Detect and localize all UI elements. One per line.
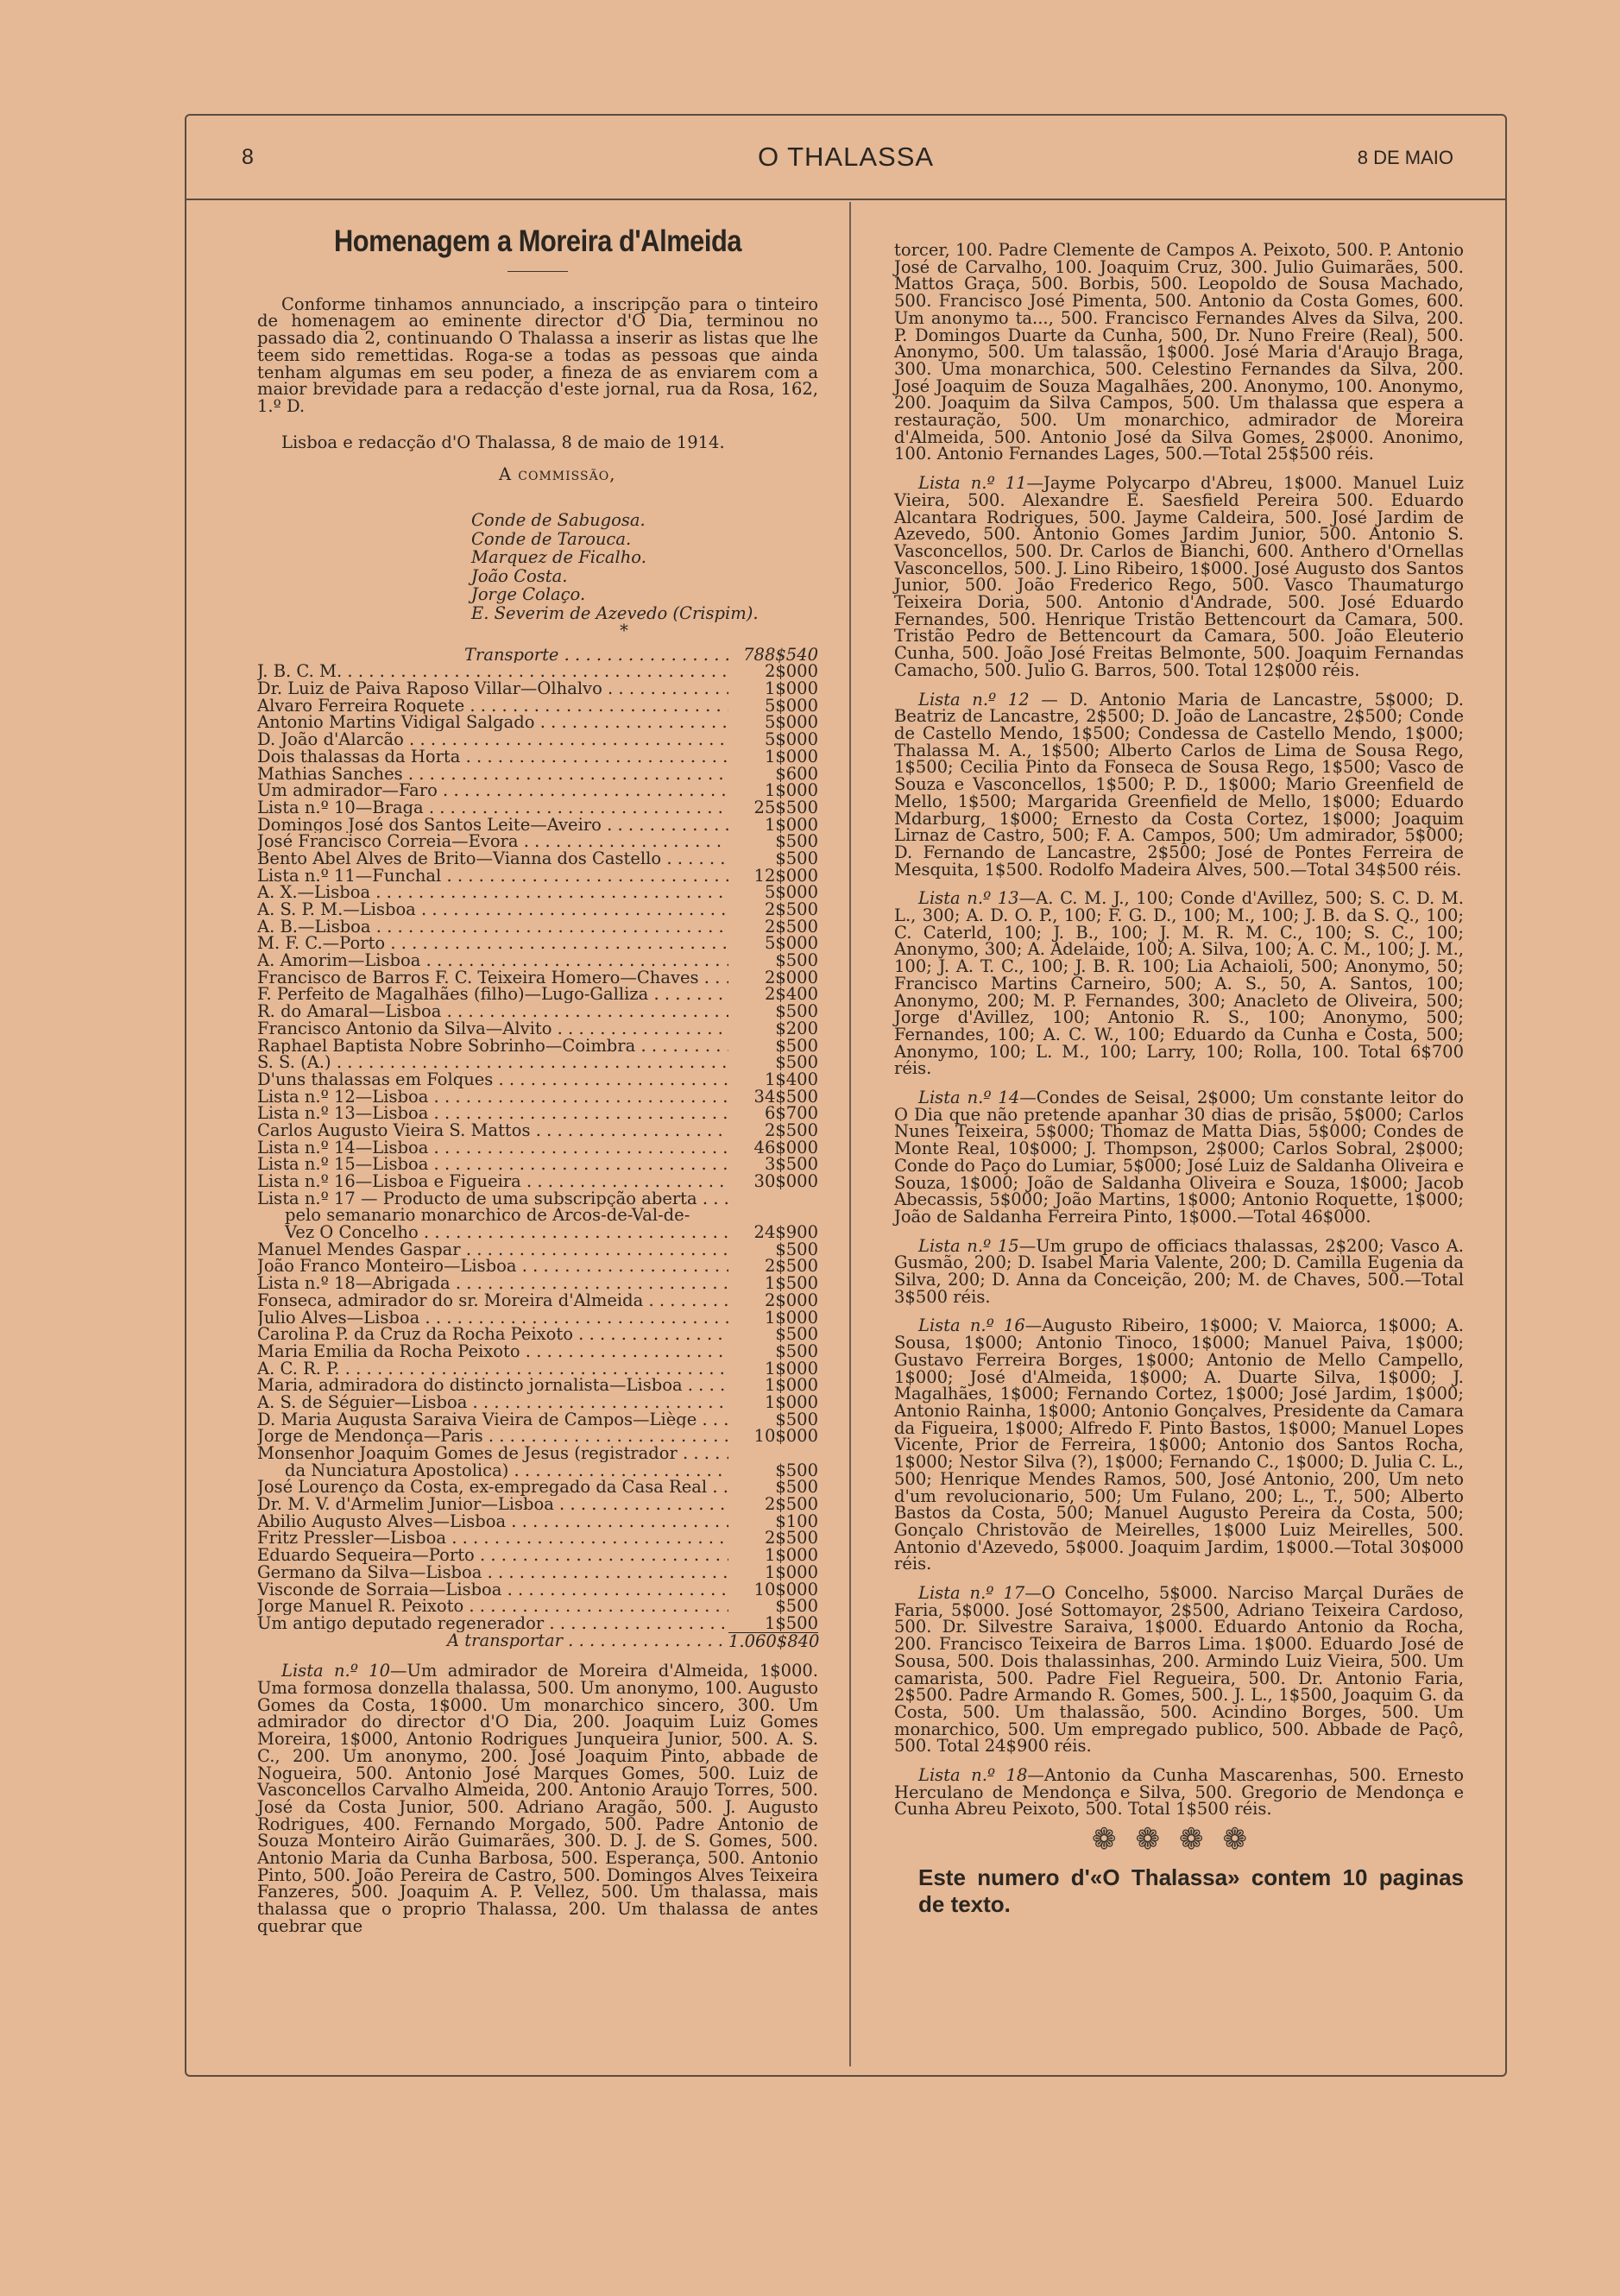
ledger-value: 2$000 — [764, 1290, 818, 1310]
ledger-row — [257, 918, 818, 936]
ledger-name: S. S. (A.) . . . — [257, 1054, 728, 1071]
ledger-name: D. Maria Augusta Saraiva Vieira de Campos—Liège . . . — [257, 1411, 728, 1429]
ledger-value: 2$500 — [764, 1494, 818, 1515]
ledger-value: $500 — [775, 1239, 818, 1259]
ledger-value: $500 — [775, 1460, 818, 1480]
ledger-name-cont: da Nunciatura Apostolica) . . . — [257, 1462, 728, 1479]
ledger-value: $600 — [775, 763, 818, 784]
ledger-value: 1$000 — [764, 1358, 818, 1378]
ledger-name: Raphael Baptista Nobre Sobrinho—Coimbra . . . — [257, 1038, 728, 1055]
lista-label: Lista n.º 15 — [918, 1235, 1019, 1256]
ledger-name: Transporte . . . — [257, 647, 728, 664]
ledger-value: 1$000 — [764, 814, 818, 835]
ledger-name: A. C. R. P. . . . — [257, 1360, 728, 1378]
lista-text: —A. C. M. J., 100; Conde d'Avillez, 500; S. C. D. M. L., 300; A. D. O. P., 100; F. G. D., 100; M., 100; J. B. da S. Q., 100; C. Caterld, 100; J. B., 100; J. M. R. M. C., 100; S. C., 100; Anonymo, 300; A. Adelaide, 100; A. Silva, 100; A. C. M., 100; J. M., 100; J. A. T. C., 100; J. B. R. 100; Lia Achaioli, 500; Anonymo, 50; Francisco Martins Carneiro, 500; A. S., 50, A. Santos, 100; Anonymo, 200; M. P. Fernandes, 300; Anacleto de Oliveira, 500; Jorge d'Avillez, 100; Antonio R. S., 100; Anonymo, 500; Fernandes, 100; A. C. W., 100; Eduardo da Cunha e Costa, 500; Anonymo, 100; L. M., 100; Larry, 100; Rolla, 100. Total 6$700 réis. — [894, 888, 1464, 1079]
continuation-paragraph: torcer, 100. Padre Clemente de Campos A. Peixoto, 500. P. Antonio José de Carvalho, 100. Joaquim Cruz, 300. Julio Guimarães, 500. Mattos Graça, 500. Borbis, 500. Leopoldo de Sousa Machado, 500. Francisco José Pimenta, 500. Antonio da Costa Gomes, 600. Um anonymo ta..., 500. Francisco Fernandes Alves da Silva, 200. P. Domingos Duarte da Cunha, 500, Dr. Nuno Freire (Real), 500. Anonymo, 500. Um talassão, 1$000. José Maria d'Araujo Braga, 300. Uma monarchica, 500. Celestino Fernandes da Silva, 200. José Joaquim de Souza Magalhães, 200. Anonymo, 100. Anonymo, 200. Joaquim da Silva Campos, 500. Um thalassa que espera a restauração, 500. Um monarchico, admirador de Moreira d'Almeida, 500. Antonio José da Silva Gomes, 2$000. Anonimo, 100. Antonio Fernandes Lages, 500.—Total 25$500 réis. — [894, 240, 1464, 464]
ledger-row — [257, 1173, 818, 1190]
ledger-name: Dois thalassas da Horta . . . — [257, 748, 728, 766]
article-title: Homenagem a Moreira d'Almeida — [333, 224, 742, 258]
lista-label: Lista n.º 13 — [918, 888, 1019, 909]
lista-paragraph — [257, 1662, 818, 1934]
right-column — [894, 242, 1464, 1918]
masthead-title: O THALASSA — [757, 142, 935, 172]
ledger-row — [257, 935, 818, 952]
ledger-row — [257, 884, 818, 901]
ledger-row — [257, 850, 818, 867]
ledger-value: 46$000 — [753, 1137, 818, 1157]
lista-paragraph — [894, 1767, 1464, 1818]
ledger-name: Francisco de Barros F. C. Teixeira Homero—Chaves . . . — [257, 969, 728, 987]
page-header — [186, 116, 1505, 200]
lista-label: Lista n.º 11 — [918, 473, 1027, 494]
lista-text: — D. Antonio Maria de Lancastre, 5$000; D. Beatriz de Lancastre, 2$500; D. João de Lancastre, 2$500; Conde de Castello Mendo, 1$500; Condessa de Castello Mendo, 1$000; Thalassa M. A., 1$500; Alberto Carlos de Lima de Sousa Rego, 1$500; Cecilia Pinto da Fonseca de Sousa Rego, 1$500; Vasco de Souza e Vasconcellos, 1$500; P. D., 1$000; Mario Greenfield de Mello, 1$500; Margarida Greenfield de Mello, 1$000; Eduardo Mdarburg, 1$000; Ernesto da Costa Cortez, 1$000; Joaquim Lirnaz de Castro, 500; F. A. Campos, 500; Um admirador, 5$000; D. Fernando de Lancastre, 2$500; José de Pontes Ferreira de Mesquita, 1$500. Rodolfo Madeira Alves, 500.—Total 34$500 réis. — [894, 689, 1465, 880]
ledger-row — [257, 1292, 818, 1309]
ledger-value: 34$500 — [753, 1086, 818, 1107]
ledger-row — [257, 1513, 818, 1530]
lista-label: Lista n.º 10 — [281, 1661, 390, 1681]
ledger-row — [257, 1340, 818, 1361]
ledger-name: Abilio Augusto Alves—Lisboa . . . — [257, 1513, 728, 1530]
ledger-name: Dr. Luiz de Paiva Raposo Villar—Olhalvo . . . — [257, 680, 728, 697]
signatory: Conde de Tarouca. — [471, 528, 632, 549]
ledger-value: 2$000 — [764, 661, 818, 682]
ledger-name: Jorge Manuel R. Peixoto . . . — [257, 1598, 728, 1615]
ledger-row — [257, 714, 818, 731]
ledger-name: Fonseca, admirador do sr. Moreira d'Almeida . . . — [257, 1292, 728, 1309]
lista-text: —Augusto Ribeiro, 1$000; V. Maiorca, 1$000; A. Sousa, 1$000; Antonio Tinoco, 1$000; Manuel Paiva, 1$000; Gustavo Ferreira Borges, 1$000; Antonio de Mello Campello, 1$000; José d'Almeida, 1$000; A. Duarte Silva, 1$000; J. Magalhães, 1$000; Fernando Cortez, 1$000; José Jardim, 1$000; Antonio Rainha, 1$000; Antonio Gonçalves, Presidente da Camara da Figueira, 1$000; Alfredo F. Pinto Bastos, 1$000; Manuel Lopes Vicente, Prior de Ferreira, 1$000; Antonio dos Santos Rocha, 1$000; Nestor Silva (?), 1$000; Fernando C., 1$000; D. Julia C. L., 500; Henrique Mendes Ramos, 500, José Antonio, 200, Um neto d'um revolucionario, 500; Um Fulano, 200; L., T., 500; Alberto Bastos da Costa, 500; Manuel Augusto Pereira da Costa, 500; Gonçalo Christovão de Meirelles, 1$000 Luiz Meirelles, 500. Antonio d'Azevedo, 5$000. Joaquim Jardim, 1$000.—Total 30$000 réis. — [894, 1315, 1464, 1574]
ledger-row — [257, 799, 818, 817]
lista-text: —Um admirador de Moreira d'Almeida, 1$000. Uma formosa donzella thalassa, 500. Um anonymo, 100. Augusto Gomes da Costa, 1$000. Um monarchico sincero, 300. Um admirador do director d'O Dia, 200. Joaquim Luiz Gomes Moreira, 1$000, Antonio Rodrigues Junqueira Junior, 500. A. S. C., 200. Um anonymo, 200. José Joaquim Pinto, abbade de Nogueira, 500. Antonio José Marques Gomes, 500. Luiz de Vasconcellos Carvalho Almeida, 200. Antonio Araujo Torres, 500. José da Costa Junior, 500. Adriano Aragão, 500. J. Augusto Rodrigues, 400. Fernando Morgado, 500. Padre Antonio de Souza Monteiro Airão Guimarães, 300. D. J. de S. Gomes, 500. Antonio Maria da Cunha Barbosa, 500. Esperança, 500. Antonio Pinto, 500. João Pereira de Castro, 500. Domingos Alves Teixeira Fanzeres, 500. Joaquim A. P. Vellez, 500. Um thalassa, mais thalassa que o proprio Thalassa, 200. Um thalassa de antes quebrar que — [257, 1661, 818, 1936]
page-number: 8 — [242, 145, 254, 169]
commission-label: A commissão, — [499, 464, 616, 485]
closing-note: Este numero d'«O Thalassa» contem 10 paginas de texto. — [918, 1864, 1464, 1917]
ledger-value: 1$000 — [764, 780, 818, 801]
ledger-name: Dr. M. V. d'Armelim Junior—Lisboa . . . — [257, 1496, 728, 1513]
ledger-value: 3$500 — [764, 1154, 818, 1175]
lista-text: —O Concelho, 5$000. Narciso Marçal Durães de Faria, 5$000. José Sottomayor, 2$500, Adriano Teixeira Cardoso, 500. Dr. Silvestre Saraiva, 1$000. Eduardo Antonio da Rocha, 200. Francisco Teixeira de Barros Lima. 1$000. Eduardo José de Sousa, 500. Dois thalassinhas, 200. Armindo Luiz Vieira, 500. Um camarista, 500. Padre Fiel Regueira, 500. Dr. Antonio Faria, 2$500. Padre Armando R. Gomes, 500. J. L., 1$500, Joaquim G. da Costa, 500. Um thalassão, 500. Acindino Borges, 500. Um monarchico, 500. Um empregado publico, 500. Abbade de Paçô, 500. Total 24$900 réis. — [894, 1583, 1464, 1757]
ledger-name: João Franco Monteiro—Lisboa . . . — [257, 1258, 728, 1275]
ledger-row — [257, 680, 818, 697]
ledger-row — [257, 867, 818, 885]
lista-label: Lista n.º 14 — [918, 1088, 1020, 1108]
ledger-row — [257, 1411, 818, 1429]
ledger-value: 10$000 — [753, 1579, 818, 1599]
lista-label: Lista n.º 16 — [918, 1315, 1025, 1336]
ledger-value: 1$000 — [764, 1307, 818, 1328]
signatory: Conde de Sabugosa. — [471, 510, 646, 531]
ledger-name-cont: pelo semanario monarchico de Arcos-de-Val-de- — [285, 1207, 690, 1225]
ledger-value-empty — [728, 1445, 818, 1462]
ledger-row — [257, 1561, 818, 1582]
ledger-row — [257, 833, 818, 850]
ledger-row — [257, 1445, 818, 1462]
lista-paragraph — [894, 475, 1464, 678]
ledger-row-transportar — [257, 1632, 818, 1649]
ledger-name: Maria Emilia da Rocha Peixoto . . . — [257, 1343, 728, 1360]
ledger-name: D'uns thalassas em Folques . . . — [257, 1071, 728, 1088]
lista-paragraph — [894, 1235, 1464, 1307]
ledger-name: Jorge de Mendonça—Paris . . . — [257, 1428, 728, 1445]
ledger-value: 5$000 — [764, 695, 818, 716]
ledger-value: $500 — [775, 831, 818, 852]
lista-paragraph — [894, 1089, 1464, 1226]
ledger-value: 1$000 — [764, 1561, 818, 1582]
ledger-value: $500 — [775, 1596, 818, 1617]
ledger-value: $500 — [775, 1409, 818, 1429]
ledger-name: José Lourenço da Costa, ex-empregado da Casa Real . . . — [257, 1479, 728, 1496]
ledger-row — [257, 763, 818, 784]
ledger-name: Lista n.º 18—Abrigada . . . — [257, 1275, 728, 1292]
ledger-row — [257, 1391, 818, 1412]
ledger-row — [257, 1190, 818, 1208]
ledger-row — [257, 1003, 818, 1020]
ledger-name: Francisco Antonio da Silva—Alvito . . . — [257, 1020, 728, 1038]
ledger-row — [257, 1020, 818, 1038]
ledger-row — [257, 1581, 818, 1599]
ledger-row — [257, 1462, 818, 1479]
ledger-value: 6$700 — [764, 1103, 818, 1124]
lista-paragraph — [894, 1317, 1464, 1573]
signatory: Marquez de Ficalho. — [471, 547, 646, 568]
ledger-value: $500 — [775, 1035, 818, 1056]
ledger-row — [257, 1598, 818, 1615]
ledger-name: R. do Amaral—Lisboa . . . — [257, 1003, 728, 1020]
ledger-row — [257, 1088, 818, 1106]
ledger-value: 1$500 — [764, 1612, 818, 1633]
ledger-row — [257, 1428, 818, 1445]
ledger-row — [257, 1258, 818, 1275]
lista-label: Lista n.º 17 — [918, 1583, 1025, 1604]
ledger-value: 5$000 — [764, 729, 818, 750]
ledger-value: 2$500 — [764, 1256, 818, 1277]
ledger-row — [257, 1360, 818, 1378]
ledger-name: Eduardo Sequeira—Porto . . . — [257, 1547, 728, 1564]
ledger-name: Visconde de Sorraia—Lisboa . . . — [257, 1581, 728, 1599]
ledger-row — [257, 1139, 818, 1157]
ledger-row — [257, 1326, 818, 1343]
ledger-name: Carlos Augusto Vieira S. Mattos . . . — [257, 1122, 728, 1139]
ledger-name: Lista n.º 11—Funchal . . . — [257, 867, 728, 885]
signatories — [471, 511, 818, 622]
lista-paragraph — [894, 1585, 1464, 1755]
ledger-value: $500 — [775, 848, 818, 868]
ledger-name: Fritz Pressler—Lisboa . . . — [257, 1530, 728, 1547]
lista-text: —Um grupo de officiacs thalassas, 2$200; Vasco A. Gusmão, 200; D. Isabel Maria Valente, 200; D. Camilla Eugenia da Silva, 200; D. Anna da Conceição, 200; M. de Chaves, 500.—Total 3$500 réis. — [894, 1235, 1464, 1307]
ledger-name: Julio Alves—Lisboa . . . — [257, 1309, 728, 1327]
ledger-name: D. João d'Alarcão . . . — [257, 731, 728, 748]
ledger-name: Mathias Sanches . . . — [257, 766, 728, 783]
ledger-row — [257, 1105, 818, 1122]
ledger-value: 5$000 — [764, 933, 818, 954]
star-ornament: * — [620, 621, 628, 641]
ledger-name: Carolina P. da Cruz da Rocha Peixoto . . . — [257, 1326, 728, 1343]
ledger-value: 1$500 — [764, 1273, 818, 1294]
ledger-name: Um antigo deputado regenerador . . . — [257, 1615, 728, 1632]
ledger-value: $500 — [775, 1324, 818, 1345]
ledger-value: 2$000 — [764, 967, 818, 987]
ledger-value: $500 — [775, 1052, 818, 1073]
ledger-value: 1$000 — [764, 1375, 818, 1396]
signatory: João Costa. — [471, 565, 568, 586]
ledger-name: Domingos José dos Santos Leite—Aveiro . . . — [257, 817, 728, 834]
place-date: Lisboa e redacção d'O Thalassa, 8 de maio de 1914. — [281, 432, 725, 452]
page-frame — [185, 114, 1507, 2077]
ledger-row — [257, 986, 818, 1003]
ledger-row — [257, 952, 818, 969]
ledger-value: 2$500 — [764, 899, 818, 920]
ledger-name: Bento Abel Alves de Brito—Vianna dos Castello . . . — [257, 850, 728, 867]
ledger-row — [257, 814, 818, 835]
ledger-row — [257, 1054, 818, 1071]
column-divider — [849, 202, 851, 2066]
ledger-name-cont: Vez O Concelho . . . — [257, 1224, 728, 1241]
ledger-row — [257, 1377, 818, 1394]
ledger-value: 1$000 — [764, 746, 818, 766]
ledger-name: Maria, admiradora do distincto jornalista—Lisboa . . . — [257, 1377, 728, 1394]
ledger-row — [257, 697, 818, 715]
article-intro: Conforme tinhamos annunciado, a inscripção para o tinteiro de homenagem ao eminente director d'O Dia, terminou no passado dia 2, continuando O Thalassa a inserir as listas que lhe teem sido remettidas. Roga-se a todas as pessoas que ainda tenham algumas em seu poder, a fineza de as enviarem com a maior brevidade para a redacção d'este jornal, rua da Rosa, 162, 1.º D. — [257, 293, 818, 416]
ledger-value: 24$900 — [753, 1222, 818, 1243]
ledger-value: 5$000 — [764, 882, 818, 903]
lista-paragraph — [894, 691, 1464, 879]
ledger-name: F. Perfeito de Magalhães (filho)—Lugo-Galliza . . . — [257, 986, 728, 1003]
ledger-name: A transportar . . . — [257, 1632, 728, 1649]
ledger-row — [257, 1479, 818, 1496]
ledger-row — [257, 1207, 818, 1224]
ledger-value: $200 — [775, 1018, 818, 1038]
ledger-name: Lista n.º 13—Lisboa . . . — [257, 1105, 728, 1122]
ledger-name: M. F. C.—Porto . . . — [257, 935, 728, 952]
lista-label: Lista n.º 12 — [918, 689, 1030, 710]
flower-ornament: ❁❁❁❁ — [1092, 1822, 1266, 1858]
subscription-ledger — [257, 644, 820, 1651]
ledger-row — [257, 1275, 818, 1292]
ledger-name: Um admirador—Faro . . . — [257, 782, 728, 799]
left-column — [257, 224, 820, 1936]
title-rule — [507, 271, 568, 272]
ledger-name: Lista n.º 17 — Producto de uma subscripção aberta . . . — [257, 1190, 728, 1208]
ledger-value: $500 — [775, 1477, 818, 1498]
signatory: E. Severim de Azevedo (Crispim). — [471, 602, 759, 623]
ledger-name: Manuel Mendes Gaspar . . . — [257, 1241, 728, 1258]
ledger-row — [257, 663, 818, 680]
ledger-row — [257, 1309, 818, 1327]
ledger-value: 1$400 — [764, 1069, 818, 1089]
ledger-value: 5$000 — [764, 712, 818, 733]
ledger-value: $500 — [775, 1340, 818, 1361]
ledger-value-empty — [728, 1190, 818, 1208]
ledger-name: Alvaro Ferreira Roquete . . . — [257, 697, 728, 715]
ledger-row-transporte — [257, 644, 818, 665]
ledger-name: A. S. P. M.—Lisboa . . . — [257, 901, 728, 918]
lista-text: —Condes de Seisal, 2$000; Um constante leitor do O Dia que não pretende apanhar 30 dias de prisão, 5$000; Carlos Nunes Teixeira, 5$000; Thomaz de Matta Dias, 5$000; Condes de Monte Real, 10$000; J. Thompson, 2$000; Carlos Sobral, 2$000; Conde do Paço do Lumiar, 5$000; José Luiz de Saldanha Oliveira e Souza, 1$000; João de Saldanha Oliveira e Souza, 1$000; Jacob Abecassis, 5$000; João Martins, 1$000; Antonio Roquette, 1$000; João de Saldanha Ferreira Pinto, 1$000.—Total 46$000. — [894, 1088, 1464, 1227]
lista-text: —Jayme Polycarpo d'Abreu, 1$000. Manuel Luiz Vieira, 500. Alexandre E. Saesfield Pereira 500. Eduardo Alcantara Rodrigues, 500. Jayme Caldeira, 500. José Jardim de Azevedo, 500. Antonio Gomes Jardim Junior, 500. Antonio S. Vasconcellos, 500. Dr. Carlos de Bianchi, 600. Anthero d'Ornellas Vasconcellos, 500. J. Lino Ribeiro, 1$000. José Augusto dos Santos Junior, 500. João Frederico Rego, 500. Vasco Thaumaturgo Teixeira Doria, 500. Antonio d'Andrade, 500. José Eduardo Fernandes, 500. Henrique Tristão Bettencourt da Camara, 500. Tristão Pedro de Bettencourt da Camara, 500. João Eleuterio Cunha, 500. João José Freitas Belmonte, 500. Joaquim Fernandas Camacho, 500. Julio G. Barros, 500. Total 12$000 réis. — [894, 473, 1464, 680]
ledger-value: $500 — [775, 950, 818, 971]
ledger-name: Monsenhor Joaquim Gomes de Jesus (registrador . . . — [257, 1445, 728, 1462]
ledger-row — [257, 748, 818, 766]
ledger-row — [257, 1156, 818, 1173]
ledger-name: Lista n.º 14—Lisboa . . . — [257, 1139, 728, 1157]
ledger-row — [257, 1612, 818, 1633]
ledger-name: A. S. de Séguier—Lisboa . . . — [257, 1394, 728, 1411]
ledger-value: 30$000 — [753, 1171, 818, 1192]
ledger-row — [257, 901, 818, 918]
ledger-row — [257, 1496, 818, 1513]
ledger-name: Lista n.º 16—Lisboa e Figueira . . . — [257, 1173, 728, 1190]
listas — [894, 475, 1464, 1818]
ledger-row — [257, 1547, 818, 1564]
ledger-row — [257, 782, 818, 799]
ledger-name: Antonio Martins Vidigal Salgado . . . — [257, 714, 728, 731]
ledger-name: A. Amorim—Lisboa . . . — [257, 952, 728, 969]
ledger-row — [257, 1035, 818, 1056]
ledger-value: 25$500 — [753, 797, 818, 817]
ledger-row — [257, 731, 818, 748]
ledger-value: 2$500 — [764, 1120, 818, 1140]
ledger-name: A. B.—Lisboa . . . — [257, 918, 728, 936]
ledger-row — [257, 1071, 818, 1088]
ledger-row — [257, 1122, 818, 1139]
ledger-value: 2$400 — [764, 984, 818, 1005]
lista-label: Lista n.º 18 — [918, 1765, 1028, 1786]
ledger-name: A. X.—Lisboa . . . — [257, 884, 728, 901]
ledger-value: $500 — [775, 1001, 818, 1022]
ledger-row — [257, 969, 818, 987]
ledger-value: 1$000 — [764, 1391, 818, 1412]
ledger-value: 1$000 — [764, 1545, 818, 1566]
lista-text: —Antonio da Cunha Mascarenhas, 500. Ernesto Herculano de Mendonça e Silva, 500. Gregorio de Mendonça e Cunha Abreu Peixoto, 500. Total 1$500 réis. — [894, 1765, 1464, 1820]
issue-date: 8 DE MAIO — [1357, 147, 1453, 168]
ledger-name: Lista n.º 12—Lisboa . . . — [257, 1088, 728, 1106]
ledger-value: 2$500 — [764, 1528, 818, 1549]
ledger-value: 10$000 — [753, 1426, 818, 1447]
ledger-value: 12$000 — [753, 865, 818, 886]
ledger-row — [257, 1530, 818, 1547]
ledger-name: J. B. C. M. . . . — [257, 663, 728, 680]
ledger-value: 2$500 — [764, 916, 818, 937]
ledger-value: $100 — [775, 1511, 818, 1531]
ledger-name: Lista n.º 15—Lisboa . . . — [257, 1156, 728, 1173]
ledger-row — [257, 1241, 818, 1258]
lista-paragraph — [894, 890, 1464, 1077]
ledger-name: Lista n.º 10—Braga . . . — [257, 799, 728, 817]
signatory: Jorge Colaço. — [471, 584, 586, 605]
ledger-name: Germano da Silva—Lisboa . . . — [257, 1564, 728, 1581]
ledger-value: 1$000 — [764, 678, 818, 699]
ledger-value: 788$540 — [743, 644, 818, 665]
ledger-value: 1.060$840 — [728, 1631, 820, 1651]
ledger-name: José Francisco Correia—Evora . . . — [257, 833, 728, 850]
ledger-row — [257, 1224, 818, 1241]
